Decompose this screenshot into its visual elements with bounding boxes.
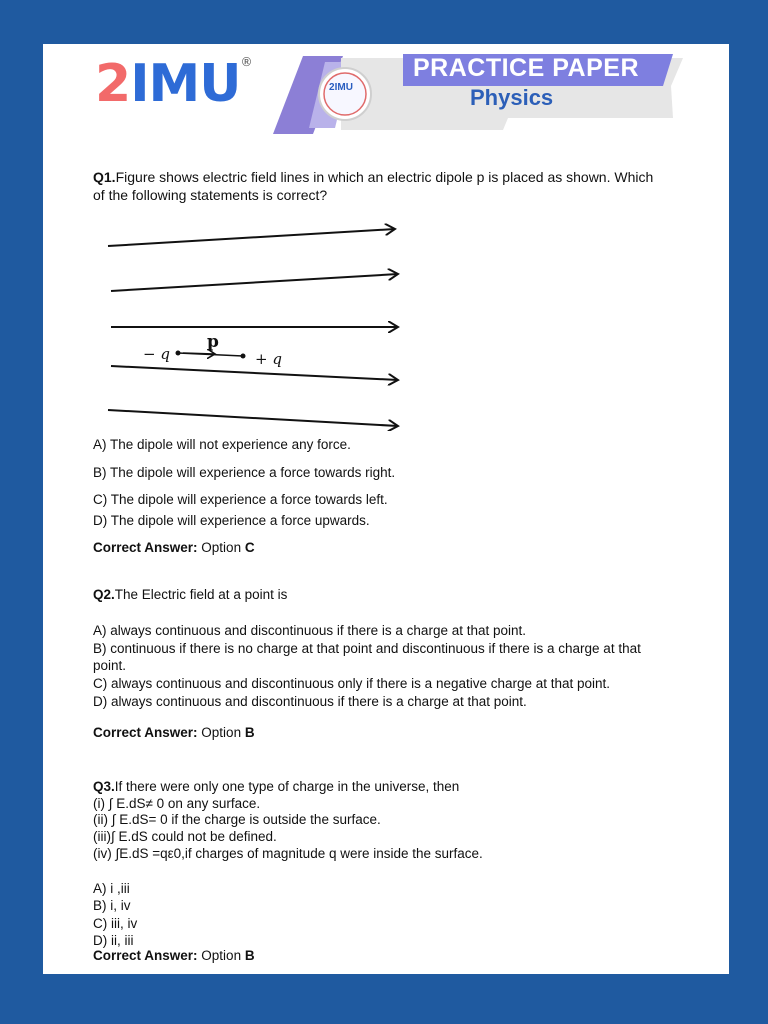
q2-text: The Electric field at a point is xyxy=(114,587,288,602)
q3-option-a: A) i ,iii xyxy=(93,881,130,896)
banner-title: PRACTICE PAPER xyxy=(413,54,640,82)
q1-text-line1: Figure shows electric field lines in which an electric dipole p is placed as shown. Which xyxy=(115,169,654,185)
logo-imu: IMU xyxy=(130,54,241,114)
q3-option-b: B) i, iv xyxy=(93,898,131,913)
q1-answer-label: Correct Answer: xyxy=(93,540,198,555)
q2-answer-prefix: Option xyxy=(201,725,242,740)
q1-question xyxy=(93,168,653,186)
q3-number: Q3. xyxy=(93,779,115,794)
q1-option-c: C) The dipole will experience a force towards left. xyxy=(93,492,388,507)
q2-number: Q2. xyxy=(93,587,115,602)
practice-paper-page xyxy=(43,44,729,974)
q3-correct-answer xyxy=(93,948,255,963)
q3-text: If there were only one type of charge in the universe, then xyxy=(114,779,460,794)
q2-option-a: A) always continuous and discontinuous if there is a charge at that point. xyxy=(93,623,527,638)
q2-answer-option: B xyxy=(244,725,255,740)
q2-correct-answer xyxy=(93,725,255,740)
field-line-1 xyxy=(108,229,395,246)
q1-option-d: D) The dipole will experience a force upwards. xyxy=(93,513,370,528)
2imu-logo xyxy=(95,54,252,114)
q3-answer-prefix: Option xyxy=(201,948,242,963)
pos-charge-label: + q xyxy=(255,350,282,368)
q2-option-b: B) continuous if there is no charge at that point and discontinuous if there is a charge at that xyxy=(93,641,641,656)
q3-option-d: D) ii, iii xyxy=(93,933,134,948)
q2-question xyxy=(93,586,287,603)
q1-answer-prefix: Option xyxy=(201,540,242,555)
banner-subject: Physics xyxy=(470,85,554,110)
badge-logo: 2IMU xyxy=(329,82,353,93)
dipole-label: p xyxy=(207,332,219,352)
q3-statement-4: (iv) ∫E.dS =qε0,if charges of magnitude q were inside the surface. xyxy=(93,846,483,861)
positive-charge-dot xyxy=(241,354,246,359)
q2-option-b-cont: point. xyxy=(93,658,127,673)
q1-correct-answer xyxy=(93,540,255,555)
q2-option-d: D) always continuous and discontinuous if there is a charge at that point. xyxy=(93,694,527,709)
q1-number: Q1. xyxy=(93,169,116,185)
logo-2: 2 xyxy=(95,54,131,114)
registered-mark: ® xyxy=(240,55,252,69)
q3-statement-3: (iii)∫ E.dS could not be defined. xyxy=(93,829,277,844)
q2-option-c: C) always continuous and discontinuous only if there is a negative charge at that point. xyxy=(93,676,611,691)
q1-option-a: A) The dipole will not experience any force. xyxy=(93,437,351,452)
q3-answer-option: B xyxy=(244,948,255,963)
q1-option-b: B) The dipole will experience a force towards right. xyxy=(93,465,396,480)
q2-answer-label: Correct Answer: xyxy=(93,725,198,740)
field-line-5 xyxy=(108,410,398,426)
q3-question xyxy=(93,778,459,795)
field-line-4 xyxy=(111,366,398,380)
q3-answer-label: Correct Answer: xyxy=(93,948,198,963)
q3-option-c: C) iii, iv xyxy=(93,916,138,931)
field-line-2 xyxy=(111,274,398,291)
neg-charge-label: − q xyxy=(143,345,170,363)
q1-answer-option: C xyxy=(244,540,255,555)
q3-statement-1: (i) ∫ E.dS≠ 0 on any surface. xyxy=(93,796,261,811)
field-lines-figure xyxy=(103,216,413,431)
q3-statement-2: (ii) ∫ E.dS= 0 if the charge is outside the surface. xyxy=(93,812,381,827)
q1-question-line2: of the following statements is correct? xyxy=(93,187,328,203)
dipole-arrow xyxy=(183,353,215,354)
